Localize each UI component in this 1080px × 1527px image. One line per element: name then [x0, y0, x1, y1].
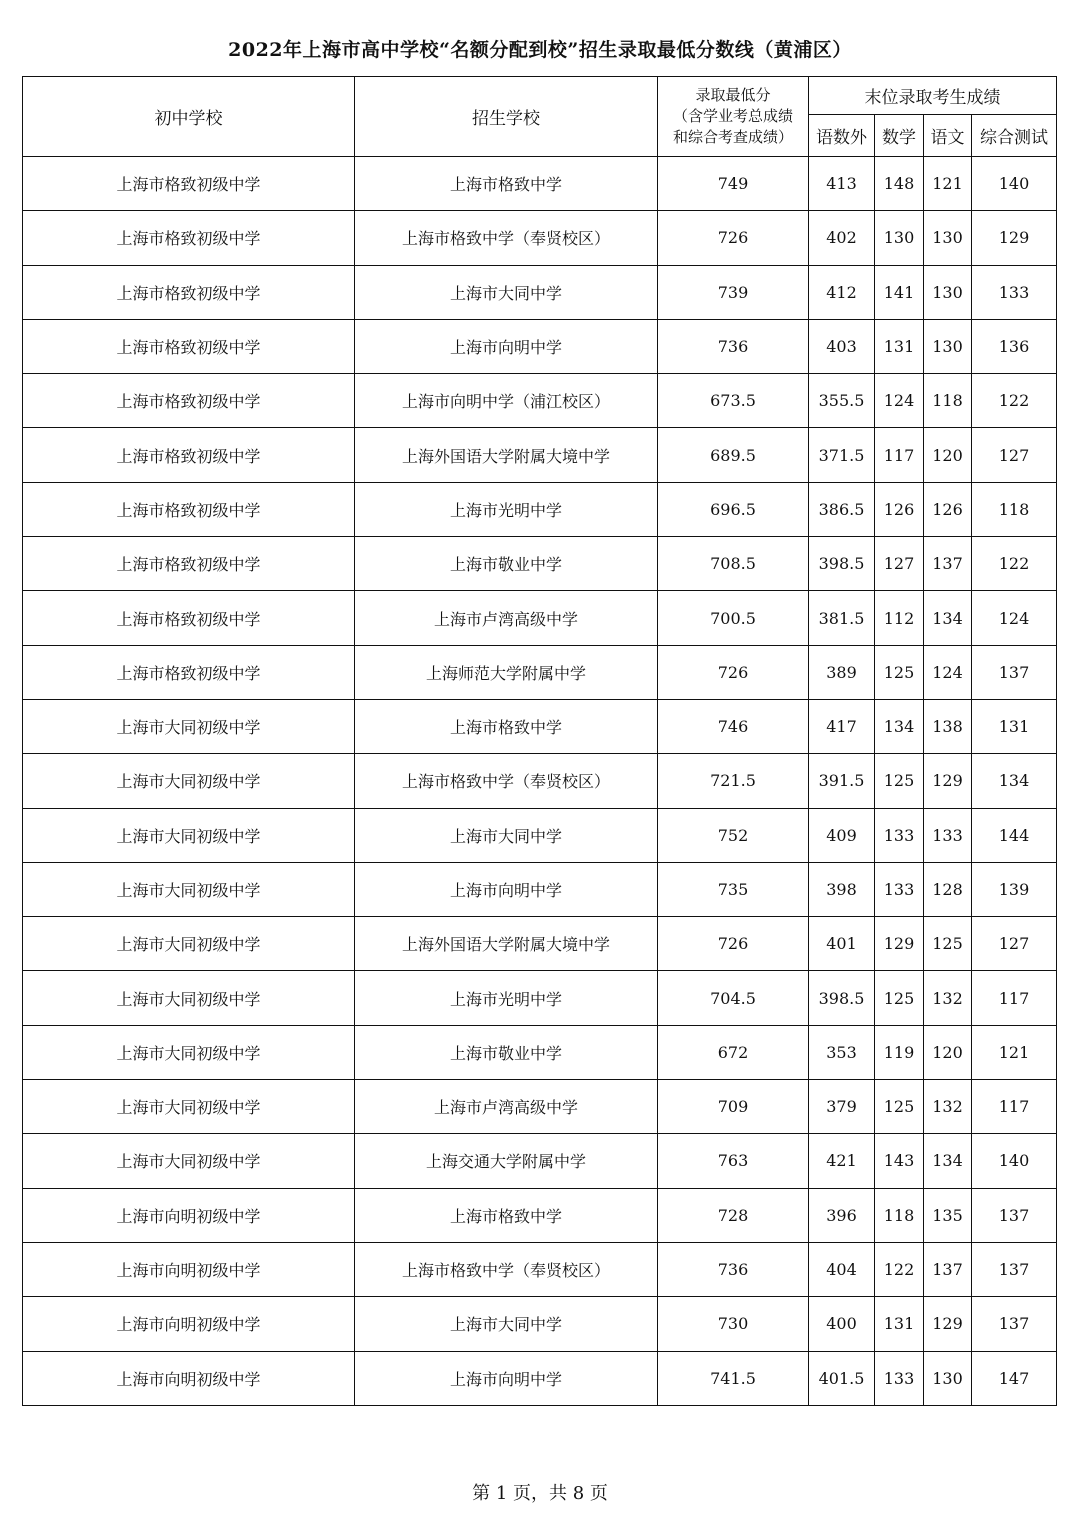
math-cell: 129: [875, 917, 924, 971]
junior-school-cell: 上海市格致初级中学: [23, 374, 355, 428]
header-yushuwai: 语数外: [809, 115, 875, 157]
comprehensive-cell: 122: [972, 537, 1057, 591]
chinese-cell: 137: [924, 1242, 972, 1296]
min-score-cell: 672: [658, 1025, 809, 1079]
admitting-school-cell: 上海外国语大学附属大境中学: [355, 428, 658, 482]
yushuwai-cell: 398: [809, 862, 875, 916]
junior-school-cell: 上海市大同初级中学: [23, 754, 355, 808]
table-row: [23, 1351, 1057, 1405]
junior-school-cell: 上海市向明初级中学: [23, 1351, 355, 1405]
header-min-score-line1: 录取最低分: [695, 86, 771, 104]
header-junior-school: 初中学校: [23, 77, 355, 157]
admitting-school-cell: 上海交通大学附属中学: [355, 1134, 658, 1188]
yushuwai-cell: 412: [809, 265, 875, 319]
comprehensive-cell: 137: [972, 1188, 1057, 1242]
admitting-school-cell: 上海市卢湾高级中学: [355, 591, 658, 645]
math-cell: 112: [875, 591, 924, 645]
math-cell: 118: [875, 1188, 924, 1242]
admitting-school-cell: 上海市格致中学（奉贤校区）: [355, 754, 658, 808]
yushuwai-cell: 396: [809, 1188, 875, 1242]
table-row: [23, 374, 1057, 428]
math-cell: 134: [875, 699, 924, 753]
junior-school-cell: 上海市大同初级中学: [23, 971, 355, 1025]
chinese-cell: 138: [924, 699, 972, 753]
yushuwai-cell: 379: [809, 1080, 875, 1134]
table-row: [23, 1188, 1057, 1242]
junior-school-cell: 上海市大同初级中学: [23, 699, 355, 753]
chinese-cell: 124: [924, 645, 972, 699]
junior-school-cell: 上海市大同初级中学: [23, 917, 355, 971]
table-row: [23, 428, 1057, 482]
comprehensive-cell: 131: [972, 699, 1057, 753]
chinese-cell: 134: [924, 591, 972, 645]
yushuwai-cell: 401: [809, 917, 875, 971]
yushuwai-cell: 398.5: [809, 971, 875, 1025]
yushuwai-cell: 386.5: [809, 482, 875, 536]
min-score-cell: 673.5: [658, 374, 809, 428]
chinese-cell: 120: [924, 428, 972, 482]
table-row: [23, 157, 1057, 211]
table-row: [23, 591, 1057, 645]
admitting-school-cell: 上海市格致中学（奉贤校区）: [355, 211, 658, 265]
min-score-cell: 749: [658, 157, 809, 211]
comprehensive-cell: 117: [972, 971, 1057, 1025]
yushuwai-cell: 391.5: [809, 754, 875, 808]
chinese-cell: 130: [924, 211, 972, 265]
junior-school-cell: 上海市向明初级中学: [23, 1242, 355, 1296]
table-row: [23, 1025, 1057, 1079]
math-cell: 127: [875, 537, 924, 591]
table-row: [23, 1080, 1057, 1134]
math-cell: 133: [875, 862, 924, 916]
header-math: 数学: [875, 115, 924, 157]
comprehensive-cell: 147: [972, 1351, 1057, 1405]
yushuwai-cell: 404: [809, 1242, 875, 1296]
min-score-cell: 726: [658, 917, 809, 971]
yushuwai-cell: 355.5: [809, 374, 875, 428]
math-cell: 131: [875, 319, 924, 373]
math-cell: 125: [875, 754, 924, 808]
page-title: 2022年上海市高中学校“名额分配到校”招生录取最低分数线（黄浦区）: [228, 39, 852, 61]
header-min-score-line2: （含学业考总成绩: [672, 107, 793, 125]
comprehensive-cell: 140: [972, 1134, 1057, 1188]
table-row: [23, 1242, 1057, 1296]
chinese-cell: 125: [924, 917, 972, 971]
comprehensive-cell: 139: [972, 862, 1057, 916]
math-cell: 143: [875, 1134, 924, 1188]
junior-school-cell: 上海市格致初级中学: [23, 482, 355, 536]
admitting-school-cell: 上海市敬业中学: [355, 1025, 658, 1079]
min-score-cell: 728: [658, 1188, 809, 1242]
min-score-cell: 752: [658, 808, 809, 862]
min-score-cell: 696.5: [658, 482, 809, 536]
yushuwai-cell: 371.5: [809, 428, 875, 482]
min-score-cell: 735: [658, 862, 809, 916]
admitting-school-cell: 上海市格致中学: [355, 1188, 658, 1242]
junior-school-cell: 上海市大同初级中学: [23, 1080, 355, 1134]
chinese-cell: 118: [924, 374, 972, 428]
math-cell: 124: [875, 374, 924, 428]
admitting-school-cell: 上海市格致中学（奉贤校区）: [355, 1242, 658, 1296]
yushuwai-cell: 401.5: [809, 1351, 875, 1405]
table-body: [23, 157, 1057, 1406]
math-cell: 126: [875, 482, 924, 536]
admitting-school-cell: 上海市向明中学: [355, 1351, 658, 1405]
admitting-school-cell: 上海市向明中学: [355, 862, 658, 916]
table-row: [23, 482, 1057, 536]
table-row: [23, 699, 1057, 753]
comprehensive-cell: 134: [972, 754, 1057, 808]
table-row: [23, 971, 1057, 1025]
math-cell: 122: [875, 1242, 924, 1296]
admitting-school-cell: 上海市卢湾高级中学: [355, 1080, 658, 1134]
math-cell: 125: [875, 971, 924, 1025]
chinese-cell: 121: [924, 157, 972, 211]
comprehensive-cell: 140: [972, 157, 1057, 211]
yushuwai-cell: 403: [809, 319, 875, 373]
admitting-school-cell: 上海市大同中学: [355, 808, 658, 862]
math-cell: 133: [875, 1351, 924, 1405]
min-score-cell: 704.5: [658, 971, 809, 1025]
admitting-school-cell: 上海师范大学附属中学: [355, 645, 658, 699]
math-cell: 148: [875, 157, 924, 211]
comprehensive-cell: 133: [972, 265, 1057, 319]
yushuwai-cell: 353: [809, 1025, 875, 1079]
chinese-cell: 129: [924, 754, 972, 808]
min-score-cell: 746: [658, 699, 809, 753]
comprehensive-cell: 121: [972, 1025, 1057, 1079]
junior-school-cell: 上海市格致初级中学: [23, 645, 355, 699]
comprehensive-cell: 127: [972, 917, 1057, 971]
yushuwai-cell: 389: [809, 645, 875, 699]
min-score-cell: 726: [658, 211, 809, 265]
junior-school-cell: 上海市格致初级中学: [23, 319, 355, 373]
math-cell: 125: [875, 645, 924, 699]
table-row: [23, 754, 1057, 808]
math-cell: 131: [875, 1297, 924, 1351]
comprehensive-cell: 127: [972, 428, 1057, 482]
junior-school-cell: 上海市格致初级中学: [23, 157, 355, 211]
min-score-cell: 709: [658, 1080, 809, 1134]
junior-school-cell: 上海市大同初级中学: [23, 1025, 355, 1079]
min-score-cell: 721.5: [658, 754, 809, 808]
admission-score-table: [22, 76, 1057, 1406]
yushuwai-cell: 398.5: [809, 537, 875, 591]
comprehensive-cell: 144: [972, 808, 1057, 862]
table-row: [23, 645, 1057, 699]
table-row: [23, 537, 1057, 591]
chinese-cell: 129: [924, 1297, 972, 1351]
admitting-school-cell: 上海外国语大学附属大境中学: [355, 917, 658, 971]
table-row: [23, 265, 1057, 319]
math-cell: 125: [875, 1080, 924, 1134]
math-cell: 130: [875, 211, 924, 265]
header-chinese: 语文: [924, 115, 972, 157]
chinese-cell: 128: [924, 862, 972, 916]
chinese-cell: 137: [924, 537, 972, 591]
min-score-cell: 730: [658, 1297, 809, 1351]
admitting-school-cell: 上海市大同中学: [355, 265, 658, 319]
table-row: [23, 808, 1057, 862]
junior-school-cell: 上海市格致初级中学: [23, 428, 355, 482]
admitting-school-cell: 上海市向明中学（浦江校区）: [355, 374, 658, 428]
math-cell: 141: [875, 265, 924, 319]
chinese-cell: 120: [924, 1025, 972, 1079]
comprehensive-cell: 137: [972, 645, 1057, 699]
min-score-cell: 763: [658, 1134, 809, 1188]
yushuwai-cell: 421: [809, 1134, 875, 1188]
junior-school-cell: 上海市格致初级中学: [23, 591, 355, 645]
header-comprehensive: 综合测试: [972, 115, 1057, 157]
chinese-cell: 126: [924, 482, 972, 536]
min-score-cell: 700.5: [658, 591, 809, 645]
admitting-school-cell: 上海市向明中学: [355, 319, 658, 373]
chinese-cell: 132: [924, 971, 972, 1025]
admitting-school-cell: 上海市大同中学: [355, 1297, 658, 1351]
chinese-cell: 130: [924, 1351, 972, 1405]
yushuwai-cell: 413: [809, 157, 875, 211]
min-score-cell: 736: [658, 319, 809, 373]
header-last-admitted: 末位录取考生成绩: [809, 77, 1057, 115]
admitting-school-cell: 上海市光明中学: [355, 971, 658, 1025]
comprehensive-cell: 122: [972, 374, 1057, 428]
comprehensive-cell: 137: [972, 1242, 1057, 1296]
min-score-cell: 739: [658, 265, 809, 319]
table-row: [23, 211, 1057, 265]
page-footer: 第 1 页，共 8 页: [472, 1483, 608, 1504]
comprehensive-cell: 118: [972, 482, 1057, 536]
min-score-cell: 726: [658, 645, 809, 699]
header-min-score: [658, 77, 809, 157]
chinese-cell: 130: [924, 319, 972, 373]
table-row: [23, 862, 1057, 916]
table-row: [23, 319, 1057, 373]
min-score-cell: 741.5: [658, 1351, 809, 1405]
comprehensive-cell: 137: [972, 1297, 1057, 1351]
chinese-cell: 130: [924, 265, 972, 319]
junior-school-cell: 上海市向明初级中学: [23, 1188, 355, 1242]
junior-school-cell: 上海市格致初级中学: [23, 265, 355, 319]
header-min-score-line3: 和综合考查成绩）: [672, 128, 793, 146]
min-score-cell: 708.5: [658, 537, 809, 591]
comprehensive-cell: 136: [972, 319, 1057, 373]
admitting-school-cell: 上海市格致中学: [355, 699, 658, 753]
chinese-cell: 132: [924, 1080, 972, 1134]
table-row: [23, 1134, 1057, 1188]
table-row: [23, 1297, 1057, 1351]
junior-school-cell: 上海市大同初级中学: [23, 862, 355, 916]
yushuwai-cell: 417: [809, 699, 875, 753]
comprehensive-cell: 117: [972, 1080, 1057, 1134]
chinese-cell: 134: [924, 1134, 972, 1188]
chinese-cell: 135: [924, 1188, 972, 1242]
yushuwai-cell: 400: [809, 1297, 875, 1351]
junior-school-cell: 上海市格致初级中学: [23, 211, 355, 265]
admitting-school-cell: 上海市格致中学: [355, 157, 658, 211]
math-cell: 119: [875, 1025, 924, 1079]
comprehensive-cell: 124: [972, 591, 1057, 645]
junior-school-cell: 上海市向明初级中学: [23, 1297, 355, 1351]
yushuwai-cell: 402: [809, 211, 875, 265]
admitting-school-cell: 上海市敬业中学: [355, 537, 658, 591]
junior-school-cell: 上海市格致初级中学: [23, 537, 355, 591]
yushuwai-cell: 381.5: [809, 591, 875, 645]
admitting-school-cell: 上海市光明中学: [355, 482, 658, 536]
min-score-cell: 689.5: [658, 428, 809, 482]
math-cell: 117: [875, 428, 924, 482]
junior-school-cell: 上海市大同初级中学: [23, 1134, 355, 1188]
table-row: [23, 917, 1057, 971]
yushuwai-cell: 409: [809, 808, 875, 862]
min-score-cell: 736: [658, 1242, 809, 1296]
math-cell: 133: [875, 808, 924, 862]
chinese-cell: 133: [924, 808, 972, 862]
junior-school-cell: 上海市大同初级中学: [23, 808, 355, 862]
comprehensive-cell: 129: [972, 211, 1057, 265]
header-admitting-school: 招生学校: [355, 77, 658, 157]
